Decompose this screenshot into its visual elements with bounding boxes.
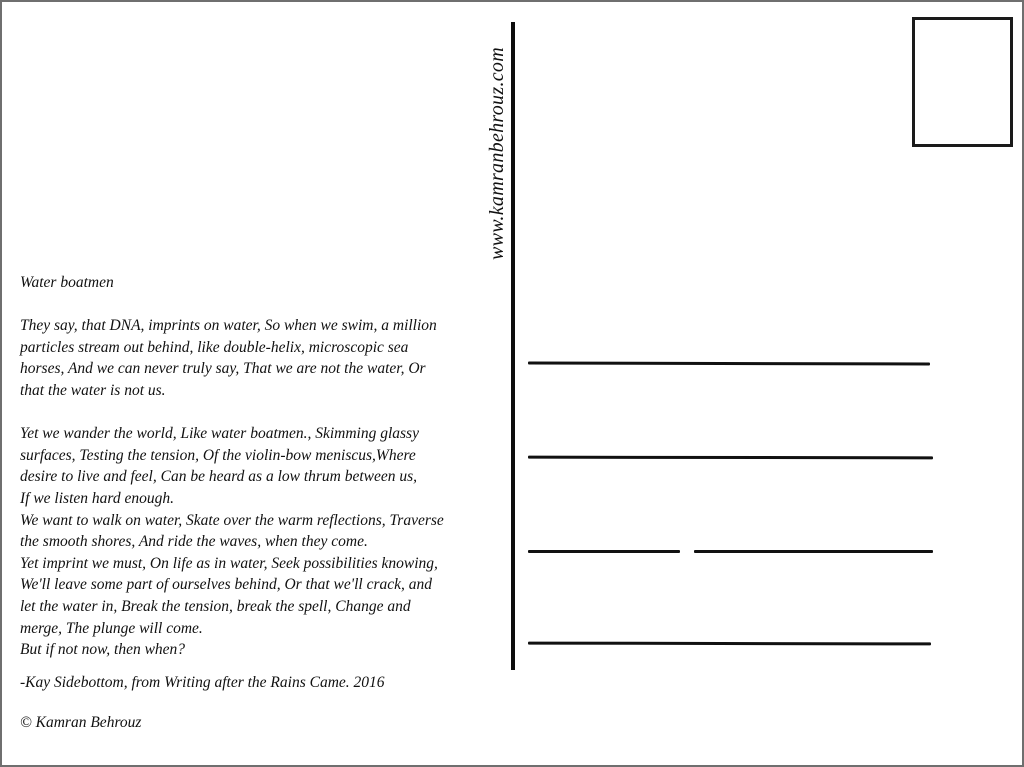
poem-line: They say, that DNA, imprints on water, So when we swim, a million	[20, 317, 437, 335]
website-url: www.kamranbehrouz.com	[486, 47, 508, 260]
address-line-3a	[528, 550, 680, 553]
poem-line: We'll leave some part of ourselves behind, Or that we'll crack, and	[20, 576, 432, 594]
poem-line: If we listen hard enough.	[20, 489, 174, 507]
center-divider-line	[511, 22, 515, 670]
poem-line: the smooth shores, And ride the waves, when they come.	[20, 533, 368, 551]
poem-line: merge, The plunge will come.	[20, 619, 203, 637]
poem-line: Yet imprint we must, On life as in water, Seek possibilities knowing,	[20, 554, 438, 572]
poem-line: that the water is not us.	[20, 381, 166, 399]
poem-title: Water boatmen	[20, 274, 114, 291]
poem	[20, 272, 500, 661]
address-line-4	[528, 642, 931, 646]
poem-line: particles stream out behind, like double-helix, microscopic sea	[20, 338, 409, 356]
address-line-1	[528, 361, 930, 365]
poem-line: But if not now, then when?	[20, 641, 186, 659]
poem-line: We want to walk on water, Skate over the warm reflections, Traverse	[20, 511, 444, 529]
copyright-notice: © Kamran Behrouz	[20, 714, 142, 731]
poem-line: let the water in, Break the tension, break the spell, Change and	[20, 597, 411, 615]
poem-line: desire to live and feel, Can be heard as a low thrum between us,	[20, 468, 418, 486]
poem-credit: -Kay Sidebottom, from Writing after the Rains Came. 2016	[20, 674, 385, 691]
stamp-box	[912, 17, 1013, 147]
poem-line: Yet we wander the world, Like water boatmen., Skimming glassy	[20, 425, 419, 443]
poem-line: surfaces, Testing the tension, Of the violin-bow meniscus,Where	[20, 446, 416, 464]
poem-line: horses, And we can never truly say, That we are not the water, Or	[20, 360, 426, 378]
address-line-3b	[694, 550, 933, 553]
address-line-2	[528, 456, 933, 460]
